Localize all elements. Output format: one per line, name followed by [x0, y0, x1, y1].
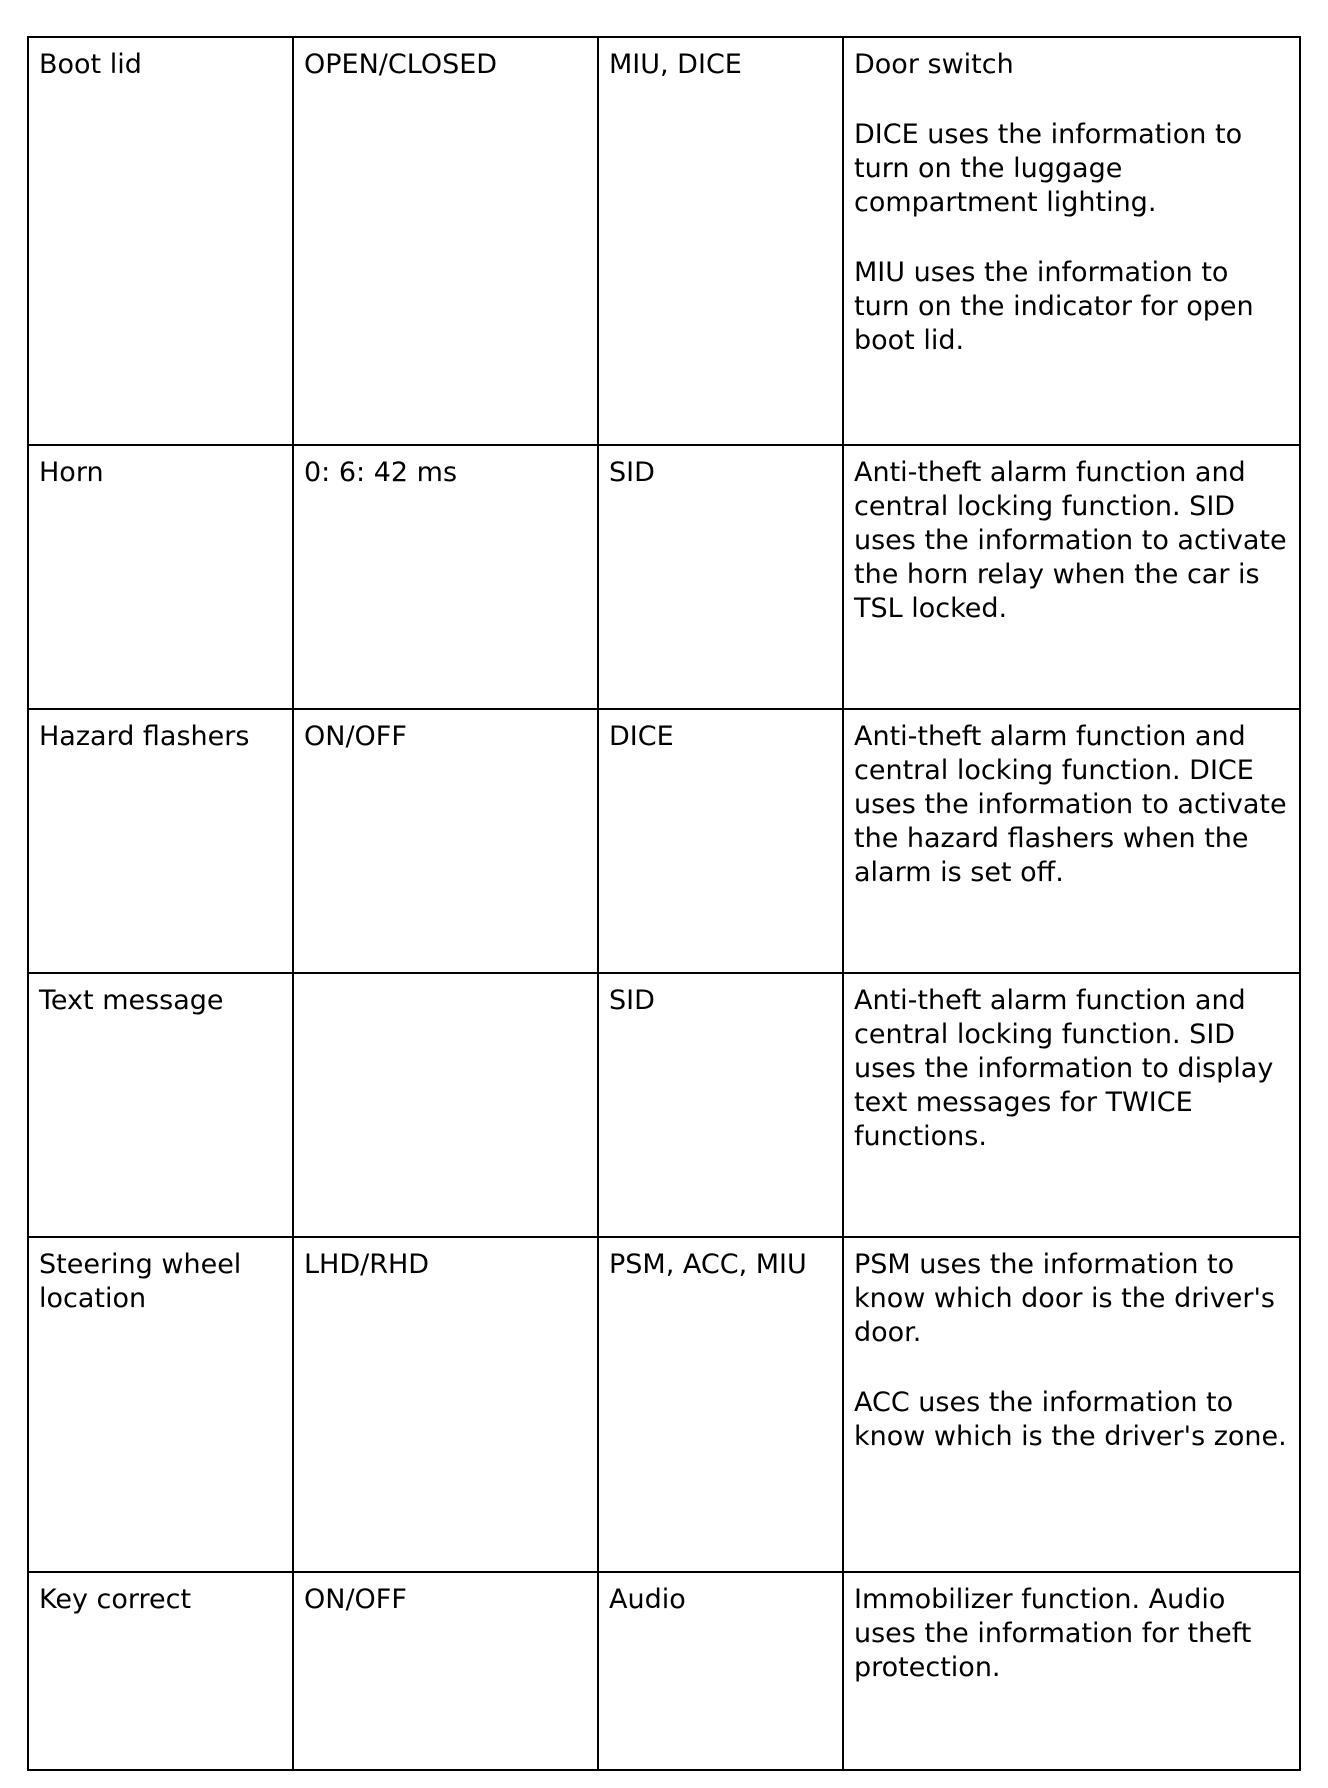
signal-name-cell: Horn — [28, 445, 293, 709]
signal-values-cell: ON/OFF — [293, 709, 598, 973]
receivers-cell: Audio — [598, 1572, 843, 1770]
description-paragraph: Anti-theft alarm function and central locking function. SID uses the information to activate the horn relay when the car is TSL locked. — [854, 457, 1287, 624]
description-cell — [843, 973, 1300, 1237]
signal-values-cell: 0: 6: 42 ms — [293, 445, 598, 709]
receivers-cell: DICE — [598, 709, 843, 973]
table-row — [28, 37, 1300, 445]
table-row — [28, 445, 1300, 709]
signal-name-cell: Key correct — [28, 1572, 293, 1770]
table-row — [28, 709, 1300, 973]
description-paragraph: PSM uses the information to know which door is the driver's door. — [854, 1249, 1275, 1348]
table-row — [28, 973, 1300, 1237]
description-cell — [843, 1572, 1300, 1770]
signal-name-cell: Hazard flashers — [28, 709, 293, 973]
description-paragraph: Immobilizer function. Audio uses the information for theft protection. — [854, 1584, 1252, 1683]
description-cell — [843, 445, 1300, 709]
signal-name-cell: Steering wheel location — [28, 1237, 293, 1572]
receivers-cell: PSM, ACC, MIU — [598, 1237, 843, 1572]
description-paragraph: Anti-theft alarm function and central locking function. SID uses the information to display text messages for TWICE functions. — [854, 985, 1274, 1152]
signal-values-cell: OPEN/CLOSED — [293, 37, 598, 445]
description-paragraph: Door switch — [854, 49, 1014, 80]
table-row — [28, 1572, 1300, 1770]
signal-name-cell: Boot lid — [28, 37, 293, 445]
description-cell — [843, 1237, 1300, 1572]
signal-name-cell: Text message — [28, 973, 293, 1237]
signal-values-cell: ON/OFF — [293, 1572, 598, 1770]
receivers-cell: SID — [598, 973, 843, 1237]
signal-values-cell — [293, 973, 598, 1237]
description-cell — [843, 37, 1300, 445]
description-paragraph: DICE uses the information to turn on the luggage compartment lighting. — [854, 119, 1243, 218]
description-paragraph: Anti-theft alarm function and central locking function. DICE uses the information to activate the hazard flashers when the alarm is set off. — [854, 721, 1287, 888]
description-cell — [843, 709, 1300, 973]
receivers-cell: SID — [598, 445, 843, 709]
description-paragraph: ACC uses the information to know which is the driver's zone. — [854, 1387, 1287, 1452]
table-row — [28, 1237, 1300, 1572]
signal-values-cell: LHD/RHD — [293, 1237, 598, 1572]
signal-table — [27, 36, 1301, 1771]
receivers-cell: MIU, DICE — [598, 37, 843, 445]
description-paragraph: MIU uses the information to turn on the indicator for open boot lid. — [854, 257, 1254, 356]
